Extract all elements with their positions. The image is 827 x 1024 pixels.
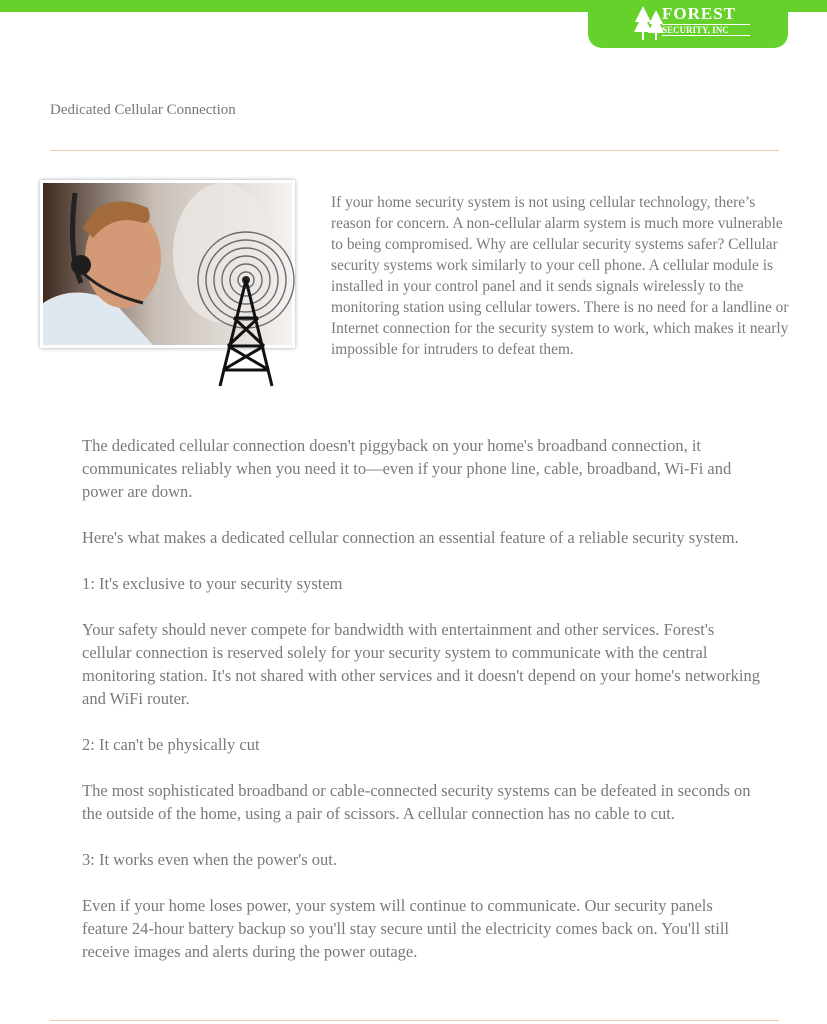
- intro-paragraph: If your home security system is not using cellular technology, there’s reason for concern. A non-cellular alarm system is much more vulnerable to being compromised. Why are cellular security systems safer? Cellular security systems work similarly to your cell phone. A cellular module is installed in your control panel and it sends signals wirelessly to the monitoring station using cellular towers. There is no need for a landline or Internet connection for the security system to work, which makes it nearly impossible for intruders to defeat them.: [331, 194, 789, 358]
- paragraph-cut: The most sophisticated broadband or cable-connected security systems can be defeated in seconds on the outside of the home, using a pair of scissors. A cellular connection has no cable to cut.: [82, 781, 751, 823]
- heading-cut: 2: It can't be physically cut: [82, 735, 260, 754]
- cell-tower-icon: [190, 218, 308, 390]
- paragraph-essential: Here's what makes a dedicated cellular connection an essential feature of a reliable security system.: [82, 528, 739, 547]
- paragraph-exclusive: Your safety should never compete for bandwidth with entertainment and other services. Forest's cellular connection is reserved solely for your security system to communicate with the central monitoring station. It's not shared with other services and it doesn't depend on your home's networking and WiFi router.: [82, 620, 760, 708]
- page-title: Dedicated Cellular Connection: [50, 102, 236, 118]
- tree-icon: [634, 6, 664, 40]
- heading-exclusive: 1: It's exclusive to your security system: [82, 574, 343, 593]
- brand-subtitle: SECURITY, INC: [662, 24, 750, 36]
- divider-bottom: [50, 1020, 779, 1021]
- paragraph-broadband: The dedicated cellular connection doesn't piggyback on your home's broadband connection, it communicates reliably when you need it to—even if your phone line, cable, broadband, Wi-Fi and power are down.: [82, 436, 732, 501]
- brand-name: FOREST: [662, 4, 737, 23]
- article-body: [82, 434, 762, 986]
- heading-power: 3: It works even when the power's out.: [82, 850, 338, 869]
- brand-logo[interactable]: [588, 0, 788, 48]
- paragraph-power: Even if your home loses power, your system will continue to communicate. Our security panels feature 24-hour battery backup so you'll stay secure until the electricity comes back on. You'll still receive images and alerts during the power outage.: [82, 896, 729, 961]
- divider-top: [50, 150, 779, 151]
